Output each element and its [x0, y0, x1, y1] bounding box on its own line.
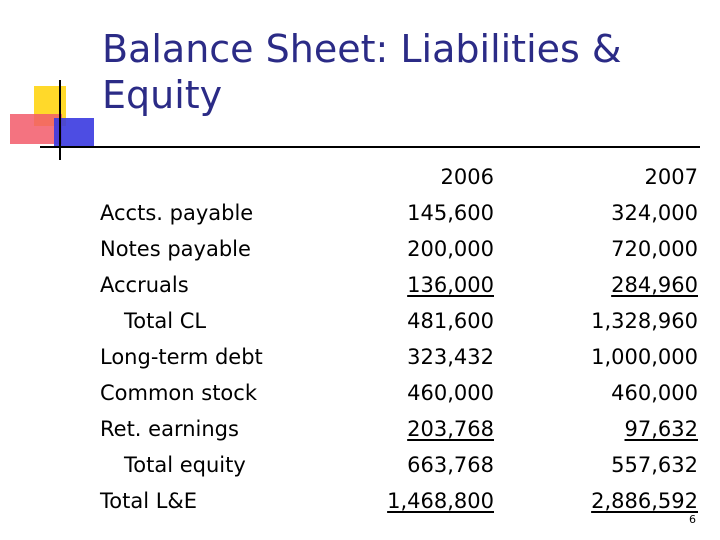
table-row — [0, 304, 720, 338]
value-2007: 97,632 — [624, 417, 698, 441]
value-2007: 324,000 — [611, 201, 698, 225]
value-2006: 1,468,800 — [387, 489, 494, 513]
header-2006: 2006 — [440, 165, 494, 189]
table-row — [0, 484, 720, 518]
row-label: Common stock — [100, 381, 257, 405]
row-label: Accruals — [100, 273, 189, 297]
page-title: Balance Sheet: Liabilities & Equity — [102, 27, 622, 117]
table-row — [0, 412, 720, 446]
header-2007: 2007 — [644, 165, 698, 189]
value-2007: 460,000 — [611, 381, 698, 405]
value-2006: 481,600 — [407, 309, 494, 333]
row-label: Long-term debt — [100, 345, 263, 369]
value-2007: 557,632 — [611, 453, 698, 477]
table-row — [0, 448, 720, 482]
table-row — [0, 340, 720, 374]
table-row — [0, 196, 720, 230]
value-2006: 145,600 — [407, 201, 494, 225]
row-label: Ret. earnings — [100, 417, 239, 441]
value-2007: 720,000 — [611, 237, 698, 261]
table-row — [0, 376, 720, 410]
row-label: Total equity — [124, 453, 246, 477]
table-header-row — [0, 160, 720, 194]
row-label: Notes payable — [100, 237, 251, 261]
slide-logo-decoration — [0, 0, 110, 170]
value-2007: 1,328,960 — [591, 309, 698, 333]
table-row — [0, 232, 720, 266]
table-row — [0, 268, 720, 302]
value-2007: 284,960 — [611, 273, 698, 297]
value-2007: 1,000,000 — [591, 345, 698, 369]
value-2006: 200,000 — [407, 237, 494, 261]
value-2006: 203,768 — [407, 417, 494, 441]
value-2006: 136,000 — [407, 273, 494, 297]
value-2007: 2,886,592 — [591, 489, 698, 513]
value-2006: 663,768 — [407, 453, 494, 477]
title-divider — [40, 146, 700, 148]
row-label: Total CL — [124, 309, 207, 333]
slide-number: 6 — [689, 513, 696, 526]
value-2006: 460,000 — [407, 381, 494, 405]
row-label: Total L&E — [100, 489, 198, 513]
value-2006: 323,432 — [407, 345, 494, 369]
row-label: Accts. payable — [100, 201, 254, 225]
